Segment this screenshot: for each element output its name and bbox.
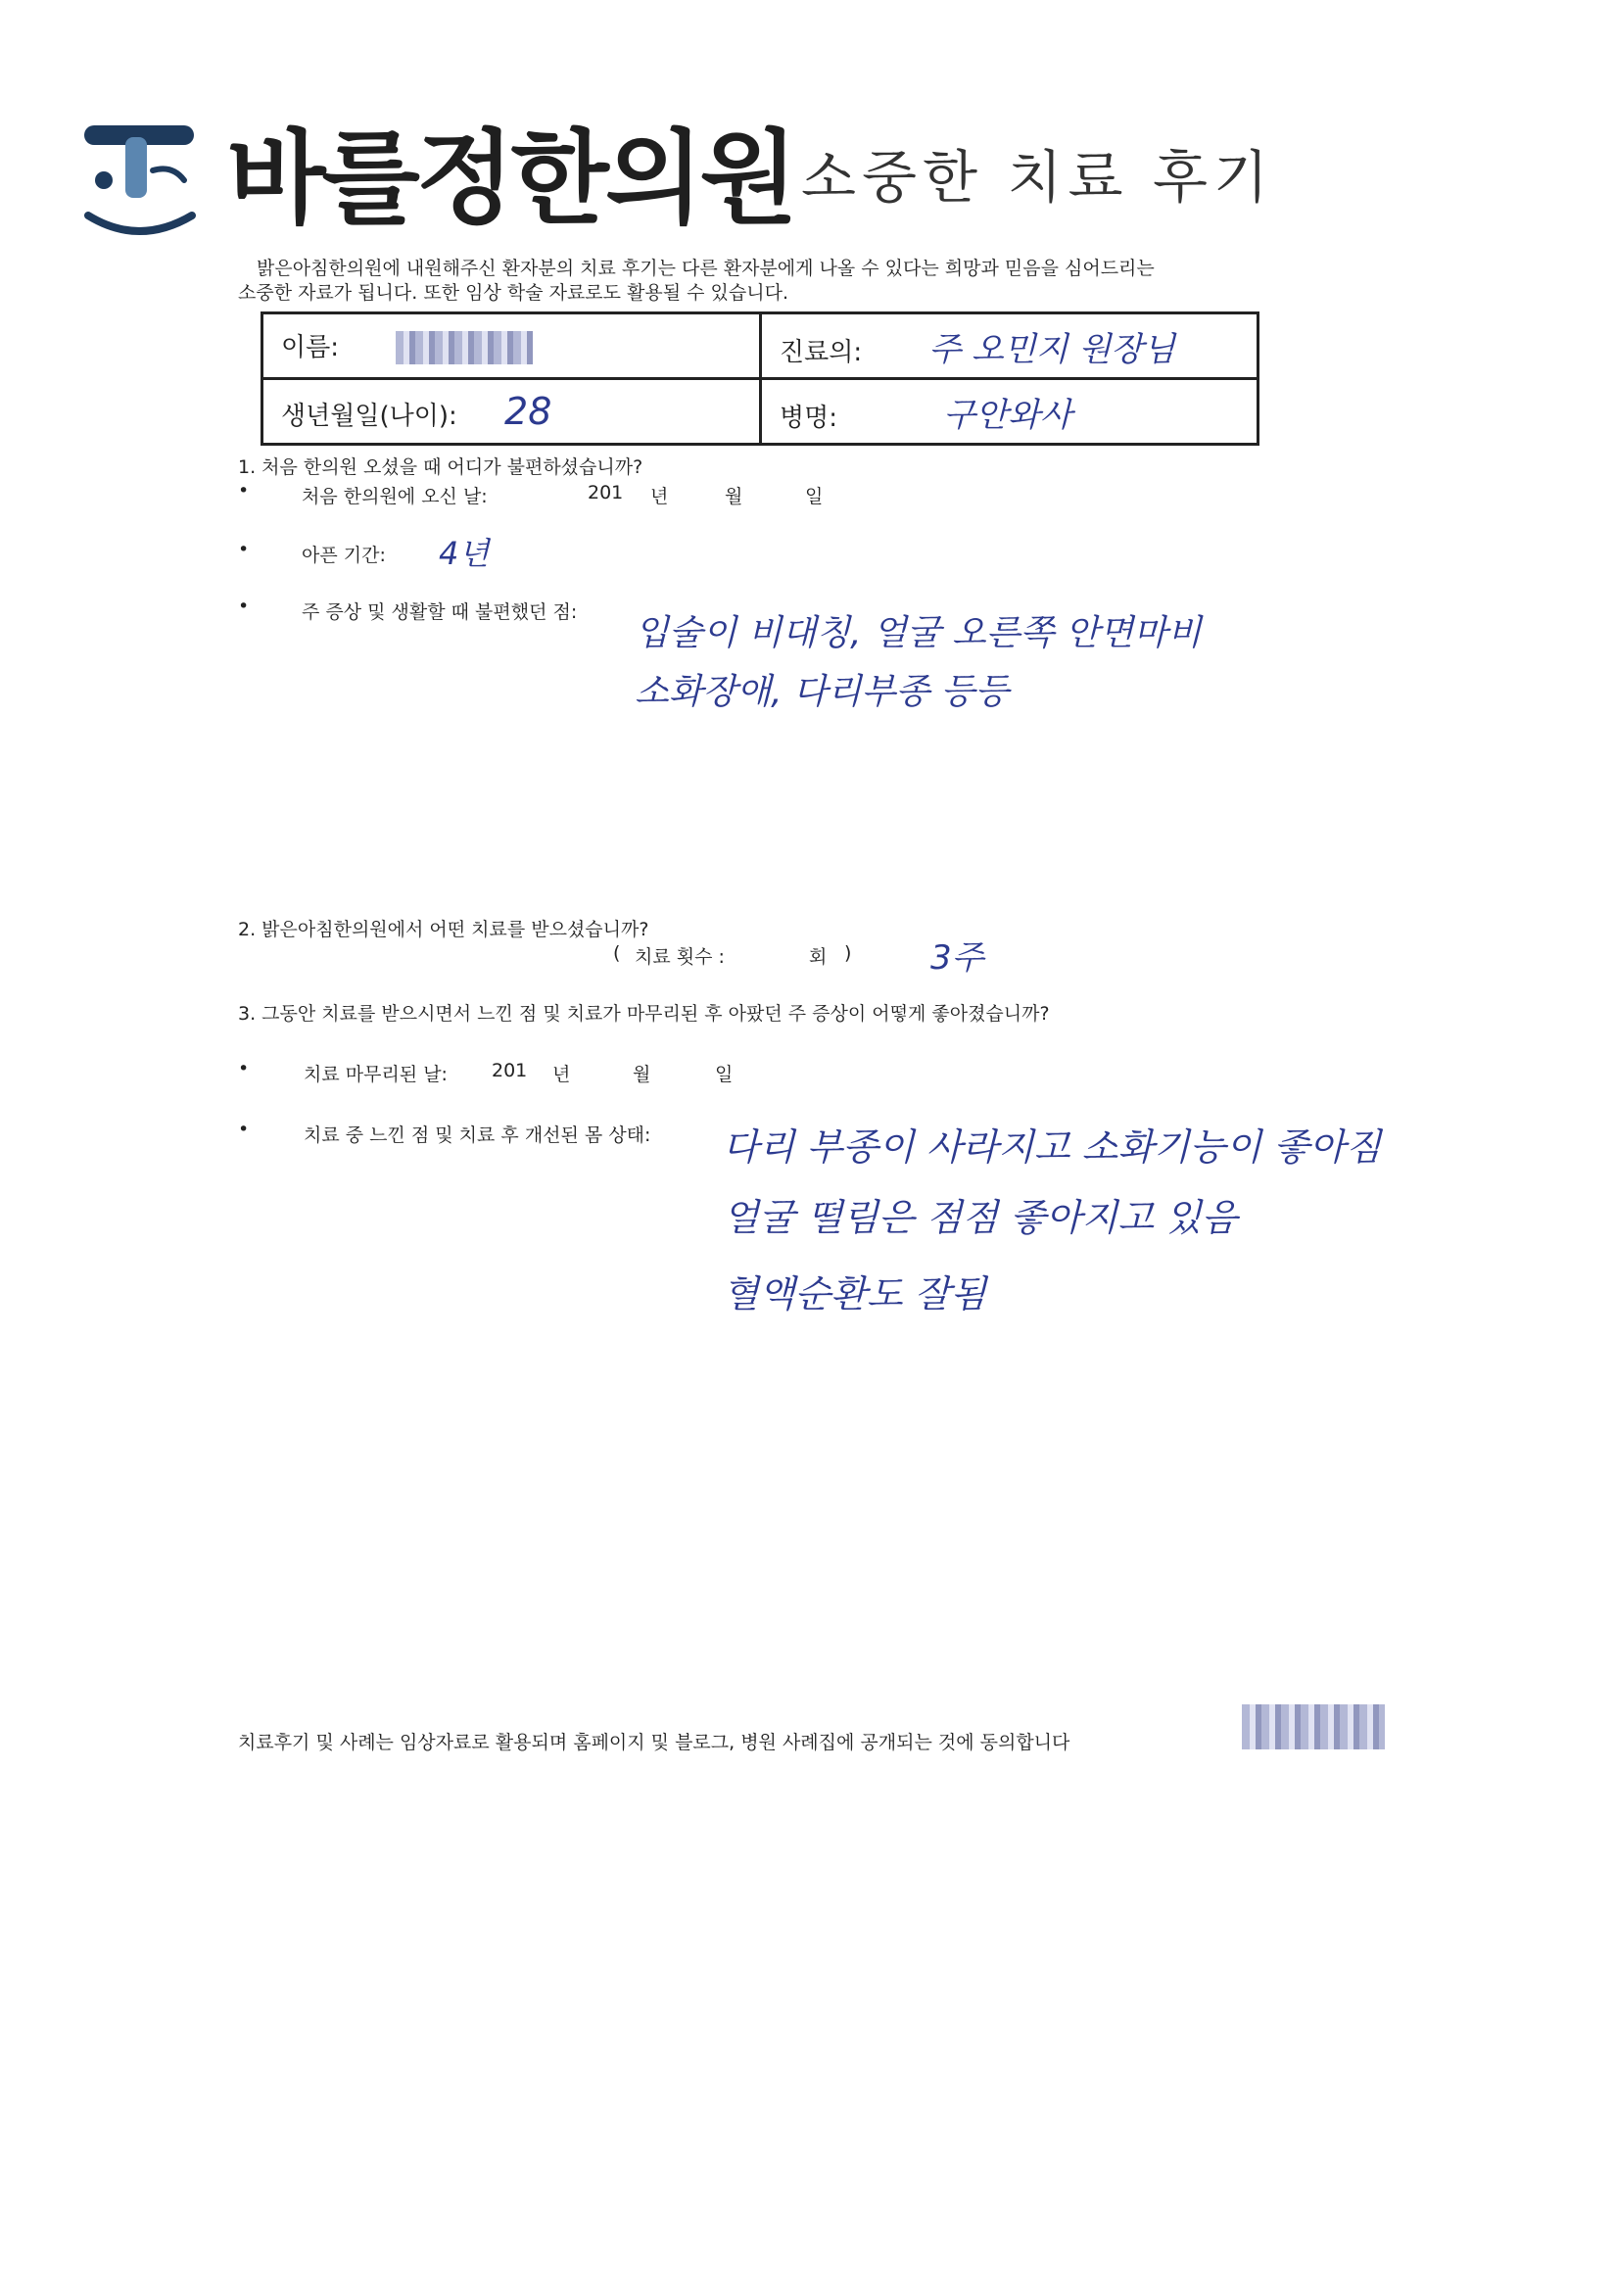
patient-info-table <box>261 311 1259 446</box>
treatment-count-value: 3주 <box>930 938 984 978</box>
improvement-line-1: 다리 부종이 사라지고 소화기능이 좋아짐 <box>723 1125 1382 1169</box>
intro-line-1: 밝은아침한의원에 내원해주신 환자분의 치료 후기는 다른 환자분에게 나올 수 있다는 희망과 믿음을 심어드리는 <box>257 258 1155 279</box>
clinic-name: 바를정한의원 <box>227 119 794 238</box>
end-date-unit-year: 년 <box>552 1064 571 1085</box>
first-visit-unit-month: 월 <box>725 486 743 507</box>
end-date-unit-month: 월 <box>633 1064 651 1085</box>
duration-label: 아픈 기간: <box>302 545 386 566</box>
name-cell <box>262 313 761 379</box>
clinic-logo <box>82 120 200 247</box>
bullet: • <box>238 539 250 560</box>
name-label: 이름: <box>281 332 339 362</box>
treatment-count-close-paren: ) <box>844 942 852 964</box>
intro-line-2: 소중한 자료가 됩니다. 또한 임상 학술 자료로도 활용될 수 있습니다. <box>238 282 788 304</box>
doctor-cell <box>761 313 1258 379</box>
redacted-name <box>396 331 533 364</box>
treatment-count-unit: 회 <box>809 946 828 968</box>
document-title: 소중한 치료 후기 <box>801 144 1275 211</box>
improvement-label: 치료 중 느낀 점 및 치료 후 개선된 몸 상태: <box>304 1124 651 1146</box>
symptoms-line-1: 입술이 비대칭, 얼굴 오른쪽 안면마비 <box>635 613 1202 653</box>
symptoms-label: 주 증상 및 생활할 때 불편했던 점: <box>302 601 578 623</box>
treatment-count-label: 치료 횟수 : <box>635 946 725 968</box>
question-2-title: 2. 밝은아침한의원에서 어떤 치료를 받으셨습니까? <box>238 919 649 940</box>
end-date-year: 201 <box>492 1060 528 1081</box>
doctor-value: 주 오민지 원장님 <box>928 329 1175 369</box>
consent-statement: 치료후기 및 사례는 임상자료로 활용되며 홈페이지 및 블로그, 병원 사례집에 공개되는 것에 동의합니다 <box>238 1732 1070 1753</box>
first-visit-unit-day: 일 <box>805 486 824 507</box>
age-label: 생년월일(나이): <box>281 402 457 431</box>
diagnosis-value: 구안와사 <box>943 395 1072 435</box>
age-cell <box>262 379 761 445</box>
improvement-line-3: 혈액순환도 잘됨 <box>723 1272 987 1315</box>
treatment-count-open-paren: ( <box>613 942 621 964</box>
end-date-unit-day: 일 <box>715 1064 734 1085</box>
first-visit-year: 201 <box>588 482 624 503</box>
duration-value: 4년 <box>439 535 490 572</box>
end-date-label: 치료 마무리된 날: <box>304 1064 448 1085</box>
doctor-label: 진료의: <box>780 337 863 367</box>
clinic-logo-icon <box>82 120 200 247</box>
diagnosis-label: 병명: <box>780 403 837 433</box>
bullet: • <box>238 1119 250 1140</box>
bullet: • <box>238 1058 250 1079</box>
improvement-line-2: 얼굴 떨림은 점점 좋아지고 있음 <box>723 1196 1238 1239</box>
bullet: • <box>238 480 250 502</box>
signature <box>1242 1704 1385 1749</box>
bullet: • <box>238 596 250 617</box>
first-visit-unit-year: 년 <box>650 486 669 507</box>
age-value: 28 <box>504 390 552 433</box>
diagnosis-cell <box>761 379 1258 445</box>
symptoms-line-2: 소화장애, 다리부종 등등 <box>635 672 1010 712</box>
question-3-title: 3. 그동안 치료를 받으시면서 느낀 점 및 치료가 마무리된 후 아팠던 주 증상이 어떻게 좋아졌습니까? <box>238 1003 1050 1025</box>
first-visit-label: 처음 한의원에 오신 날: <box>302 486 488 507</box>
question-1-title: 1. 처음 한의원 오셨을 때 어디가 불편하셨습니까? <box>238 456 643 478</box>
